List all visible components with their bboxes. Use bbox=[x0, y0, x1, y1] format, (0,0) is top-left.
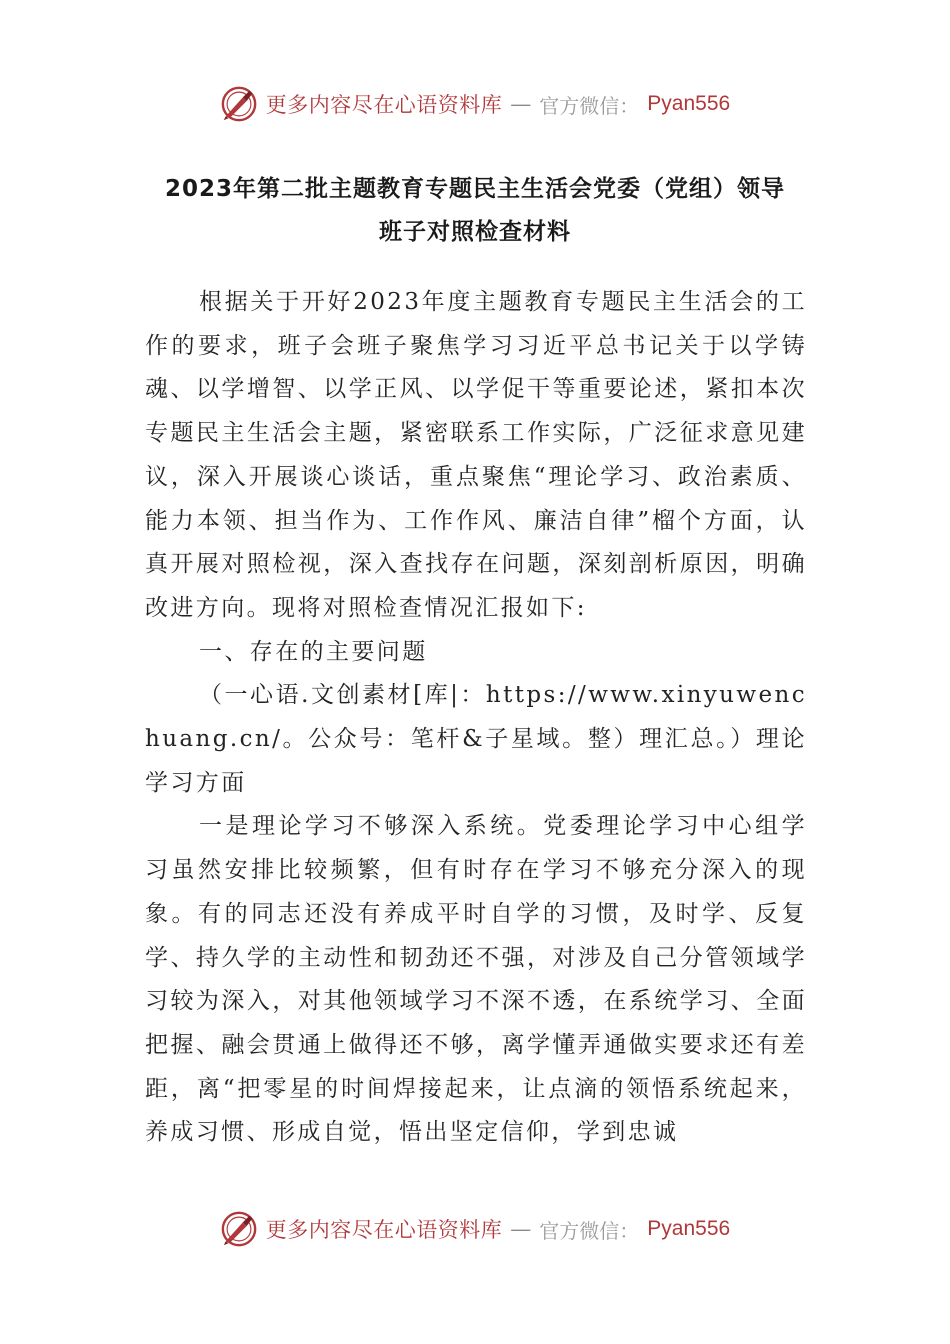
footer-banner bbox=[0, 1207, 950, 1251]
pen-logo-icon bbox=[220, 85, 258, 123]
banner-site-name: 更多内容尽在心语资料库 bbox=[265, 93, 503, 117]
body-paragraph: 一是理论学习不够深入系统。党委理论学习中心组学习虽然安排比较频繁，但有时存在学习不够充分深入的现象。有的同志还没有养成平时自学的习惯，及时学、反复学、持久学的主动性和韧劲还不强，对涉及自己分管领域学习较为深入，对其他领域学习不深不透，在系统学习、全面把握、融会贯通上做得还不够，离学懂弄通做实要求还有差距，离“把零星的时间焊接起来，让点滴的领悟系统起来，养成习惯、形成自觉，悟出坚定信仰，学到忠诚 bbox=[145, 813, 807, 1146]
banner-contact-id: Pyan556 bbox=[647, 92, 731, 115]
intro-paragraph: 根据关于开好2023年度主题教育专题民主生活会的工作的要求，班子会班子聚焦学习习近平总书记关于以学铸魂、以学增智、以学正风、以学促干等重要论述，紧扣本次专题民主生活会主题，紧密联系工作实际，广泛征求意见建议，深入开展谈心谈话，重点聚焦“理论学习、政治素质、能力本领、担当作为、工作作风、廉洁自律”榴个方面，认真开展对照检视，深入查找存在问题，深刻剖析原因，明确改进方向。现将对照检查情况汇报如下: bbox=[145, 289, 807, 621]
banner-contact-label: 官方微信： bbox=[539, 1218, 640, 1243]
banner-separator: — bbox=[510, 92, 532, 116]
document-body bbox=[145, 281, 807, 1155]
document-title-line-2: 班子对照检查材料 bbox=[379, 219, 571, 245]
document-title-line-1: 2023年第二批主题教育专题民主生活会党委（党组）领导 bbox=[164, 176, 785, 202]
banner-contact-label: 官方微信： bbox=[539, 93, 640, 118]
pen-logo-icon bbox=[220, 1210, 258, 1248]
banner-site-name: 更多内容尽在心语资料库 bbox=[265, 1218, 503, 1242]
banner-contact-id: Pyan556 bbox=[647, 1217, 731, 1240]
header-banner bbox=[0, 82, 950, 126]
subsection-heading: （一心语.文创素材[库|：https://www.xinyuwenchuang.cn/。公众号：笔杆&子星域。整）理汇总。）理论学习方面 bbox=[145, 682, 807, 796]
section-heading: 一、存在的主要问题 bbox=[199, 638, 428, 665]
banner-separator: — bbox=[510, 1217, 532, 1241]
